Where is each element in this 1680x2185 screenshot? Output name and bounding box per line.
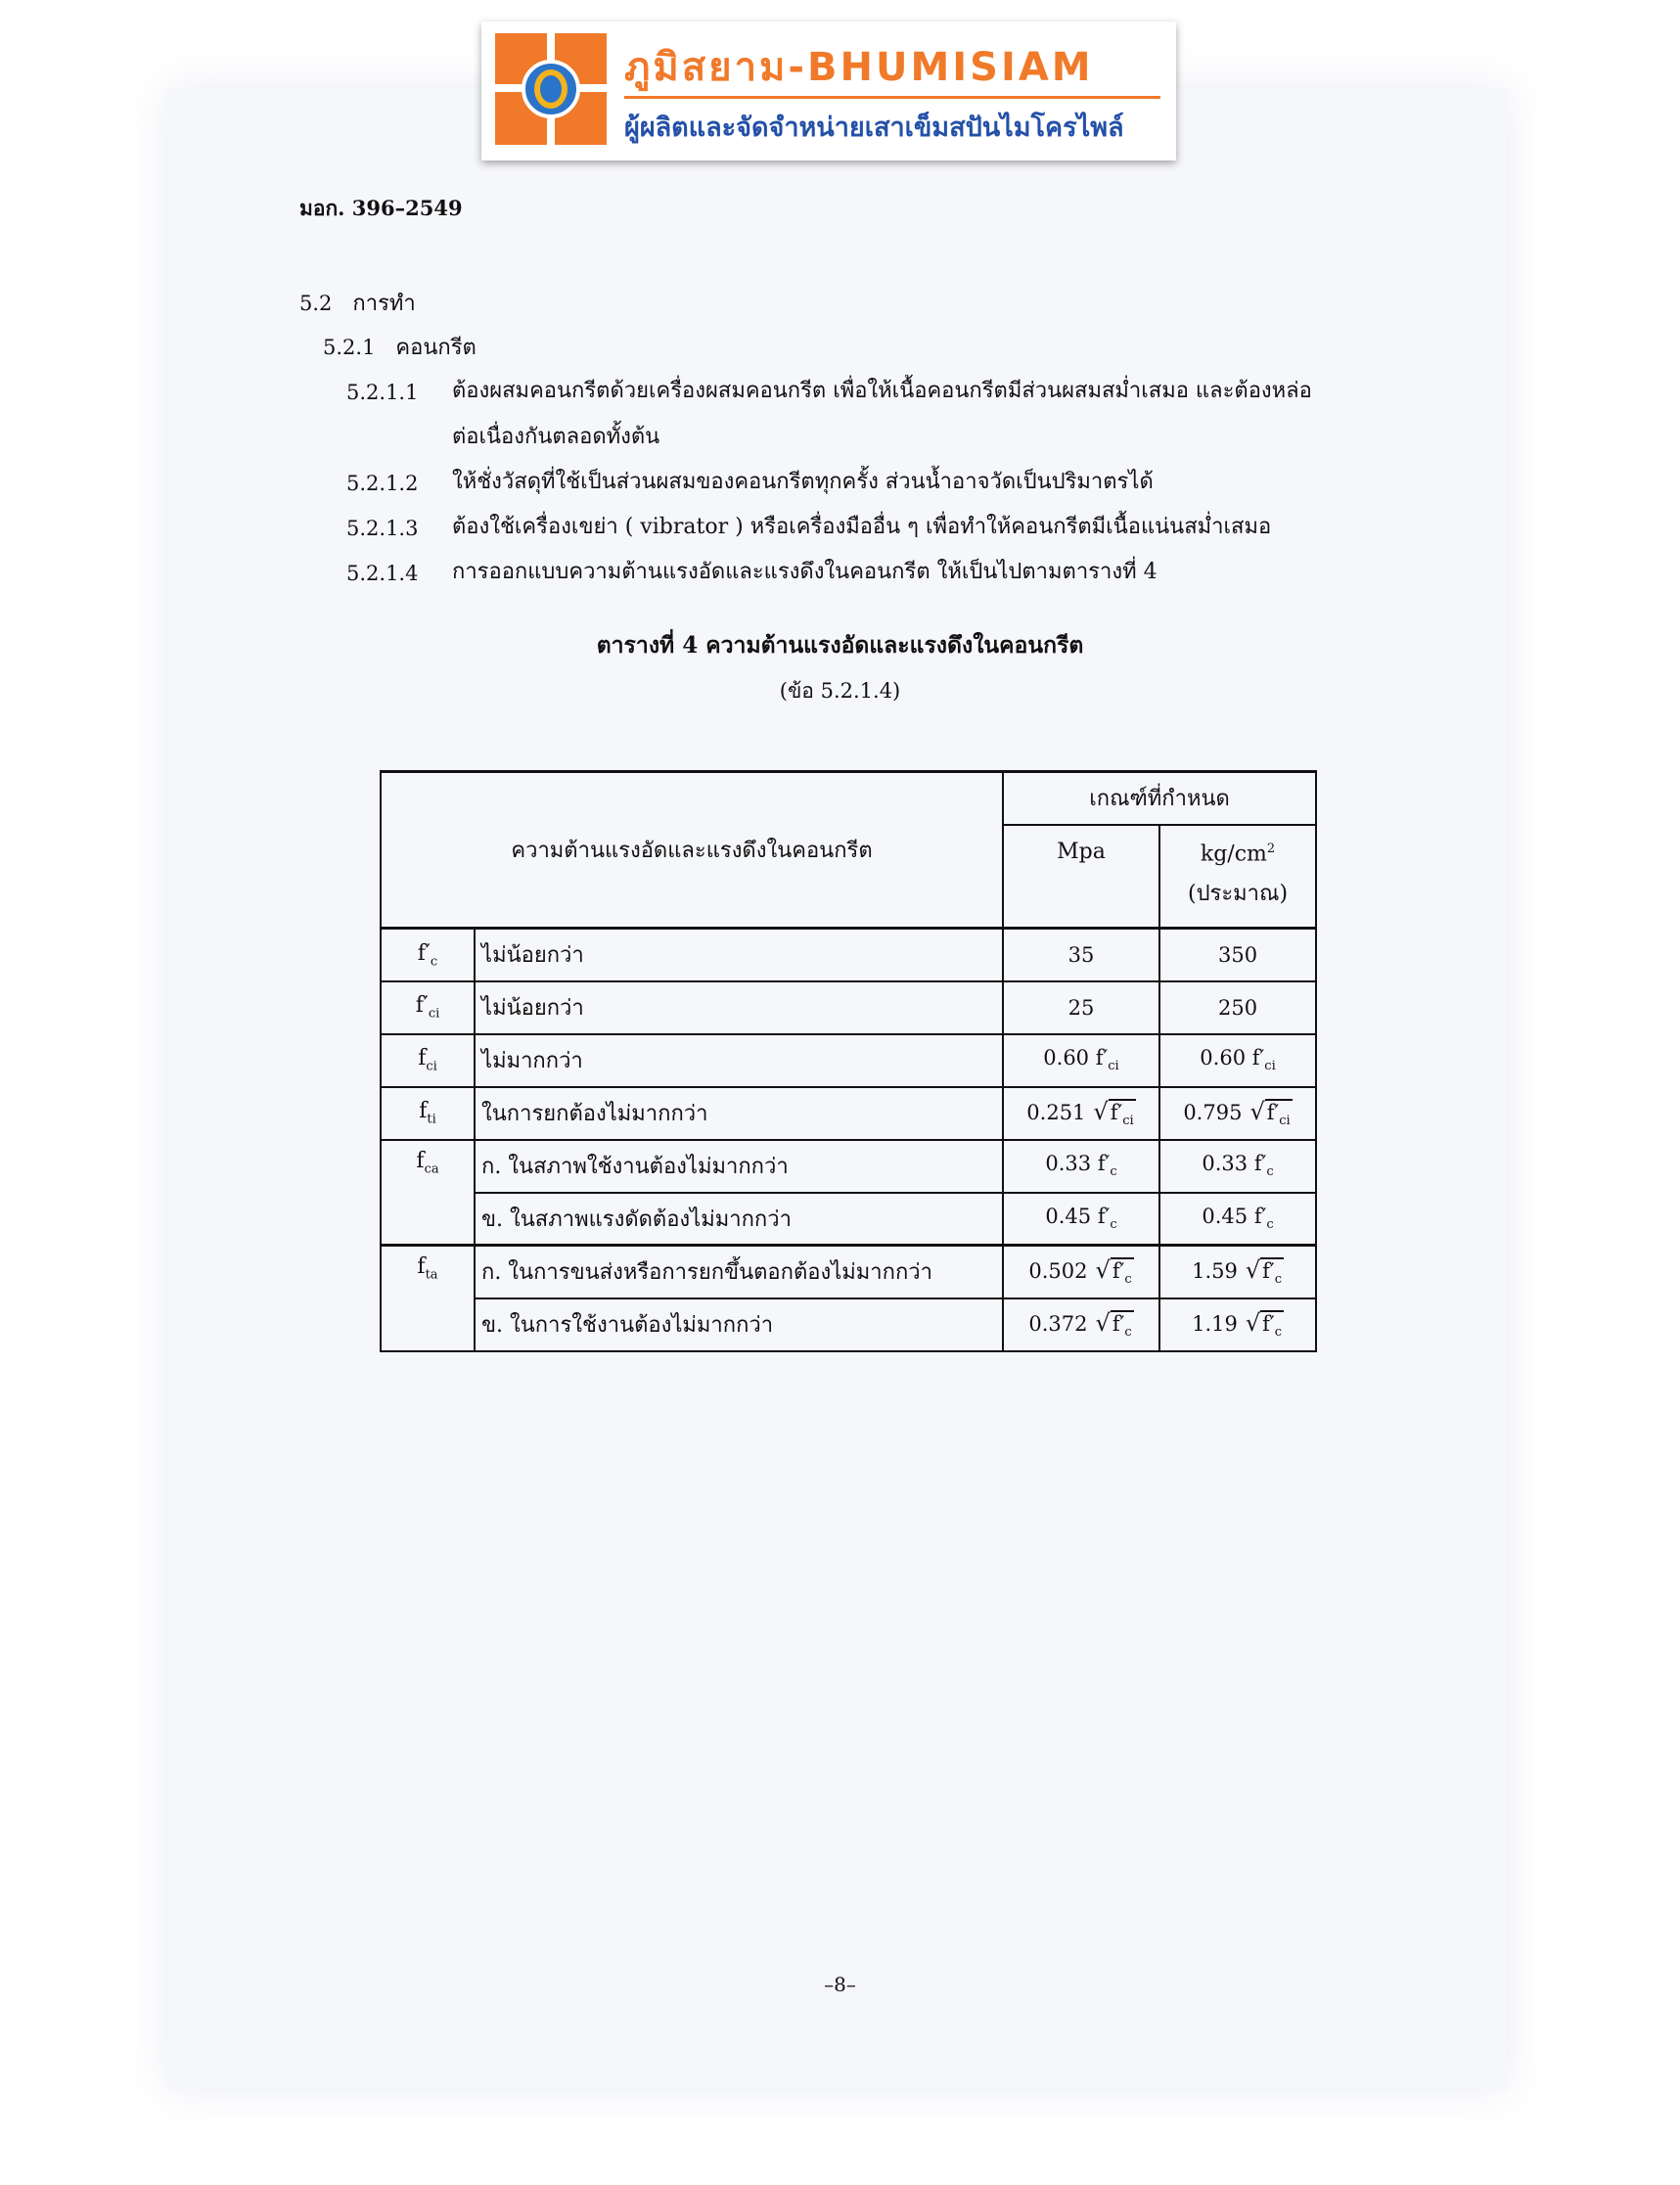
row-symbol: $f_{ca}$ [381, 1140, 475, 1193]
row-kg: 0.45 $f'_c$ [1159, 1193, 1316, 1246]
header-property: ความต้านแรงอัดและแรงดึงในคอนกรีต [381, 772, 1003, 929]
sqrt-icon: $√f'_c$ [1095, 1308, 1132, 1341]
row-description: ก. ในสภาพใช้งานต้องไม่มากกว่า [475, 1140, 1003, 1193]
bhumisiam-logo-icon [495, 33, 607, 145]
item-number: 5.2.1.1 [346, 381, 419, 404]
brand-banner [481, 22, 1176, 160]
item-text: การออกแบบความต้านแรงอัดและแรงดึงในคอนกรีต ให้เป็นไปตามตารางที่ 4 [452, 560, 1158, 584]
sqrt-icon: $√f'_c$ [1095, 1256, 1132, 1288]
row-symbol-empty [381, 1193, 475, 1246]
brand-divider [624, 96, 1160, 99]
table-row [381, 981, 1316, 1034]
row-description: ก. ในการขนส่งหรือการยกขึ้นตอกต้องไม่มากกว่า [475, 1246, 1003, 1298]
row-kg: 1.59 $√f'_c$ [1159, 1246, 1316, 1298]
row-mpa: 0.45 $f'_c$ [1003, 1193, 1159, 1246]
table-row [381, 1034, 1316, 1087]
item-text-continued: ต่อเนื่องกันตลอดทั้งต้น [452, 425, 660, 449]
row-kg: 250 [1159, 981, 1316, 1034]
header-kg-exponent: 2 [1266, 842, 1276, 857]
section-heading [299, 294, 416, 315]
concrete-strength-table [380, 770, 1317, 1352]
row-mpa: 0.33 $f'_c$ [1003, 1140, 1159, 1193]
table-row [381, 1140, 1316, 1193]
row-mpa: 25 [1003, 981, 1159, 1034]
table-row [381, 1298, 1316, 1351]
row-mpa: 35 [1003, 929, 1159, 981]
table-row [381, 1087, 1316, 1140]
sqrt-icon: $√f'_c$ [1245, 1308, 1282, 1341]
row-description: ข. ในการใช้งานต้องไม่มากกว่า [475, 1298, 1003, 1351]
header-kg-unit: kg/cm [1200, 842, 1267, 867]
subsection-number: 5.2.1 [323, 336, 376, 359]
brand-tagline: ผู้ผลิตและจัดจำหน่ายเสาเข็มสปันไมโครไพล์ [624, 113, 1124, 143]
header-mpa: Mpa [1003, 825, 1159, 929]
row-mpa: 0.60 $f'_{ci}$ [1003, 1034, 1159, 1087]
item-text: ต้องผสมคอนกรีตด้วยเครื่องผสมคอนกรีต เพื่อให้เนื้อคอนกรีตมีส่วนผสมสม่ำเสมอ และต้องหล่อ [452, 379, 1312, 403]
row-symbol: $f_{ci}$ [381, 1034, 475, 1087]
row-kg: 350 [1159, 929, 1316, 981]
row-description: ข. ในสภาพแรงดัดต้องไม่มากกว่า [475, 1193, 1003, 1246]
row-kg: 1.19 $√f'_c$ [1159, 1298, 1316, 1351]
row-symbol: $f'_c$ [381, 929, 475, 981]
header-kg [1159, 825, 1316, 929]
row-mpa: 0.502 $√f'_c$ [1003, 1246, 1159, 1298]
header-criteria: เกณฑ์ที่กำหนด [1003, 772, 1316, 825]
row-kg: 0.33 $f'_c$ [1159, 1140, 1316, 1193]
sqrt-icon: $√f'_c$ [1245, 1256, 1282, 1288]
row-symbol: $f_{ti}$ [381, 1087, 475, 1140]
row-kg: 0.795 $√f'_{ci}$ [1159, 1087, 1316, 1140]
row-description: ในการยกต้องไม่มากกว่า [475, 1087, 1003, 1140]
item-text: ต้องใช้เครื่องเขย่า ( vibrator ) หรือเครื่องมืออื่น ๆ เพื่อทำให้คอนกรีตมีเนื้อแน่นสม่ำเสมอ [452, 515, 1272, 539]
page-number: –8– [824, 1973, 856, 1996]
item-text: ให้ชั่งวัสดุที่ใช้เป็นส่วนผสมของคอนกรีตทุกครั้ง ส่วนน้ำอาจวัดเป็นปริมาตรได้ [452, 470, 1154, 494]
row-kg: 0.60 $f'_{ci}$ [1159, 1034, 1316, 1087]
table-row [381, 1193, 1316, 1246]
table-reference: (ข้อ 5.2.1.4) [779, 679, 901, 703]
item-number: 5.2.1.2 [346, 472, 419, 495]
row-mpa: 0.372 $√f'_c$ [1003, 1298, 1159, 1351]
item-number: 5.2.1.4 [346, 562, 419, 585]
row-description: ไม่น้อยกว่า [475, 981, 1003, 1034]
table-row [381, 929, 1316, 981]
row-symbol-empty [381, 1298, 475, 1351]
table-caption: ตารางที่ 4 ความต้านแรงอัดและแรงดึงในคอนกรีต [596, 632, 1084, 659]
subsection-heading [323, 338, 477, 359]
subsection-title: คอนกรีต [395, 336, 477, 360]
sqrt-icon: $√f'_{ci}$ [1249, 1097, 1291, 1129]
section-number: 5.2 [299, 292, 333, 315]
table-row [381, 1246, 1316, 1298]
item-number: 5.2.1.3 [346, 517, 419, 540]
row-description: ไม่น้อยกว่า [475, 929, 1003, 981]
sqrt-icon: $√f'_{ci}$ [1093, 1097, 1134, 1129]
row-symbol: $f'_{ci}$ [381, 981, 475, 1034]
header-kg-note: (ประมาณ) [1188, 882, 1289, 907]
row-description: ไม่มากกว่า [475, 1034, 1003, 1087]
standard-number: มอก. 396–2549 [299, 196, 463, 220]
row-symbol: $f_{ta}$ [381, 1246, 475, 1298]
section-title: การทำ [352, 292, 416, 316]
row-mpa: 0.251 $√f'_{ci}$ [1003, 1087, 1159, 1140]
brand-name: ภูมิสยาม-BHUMISIAM [624, 45, 1094, 90]
